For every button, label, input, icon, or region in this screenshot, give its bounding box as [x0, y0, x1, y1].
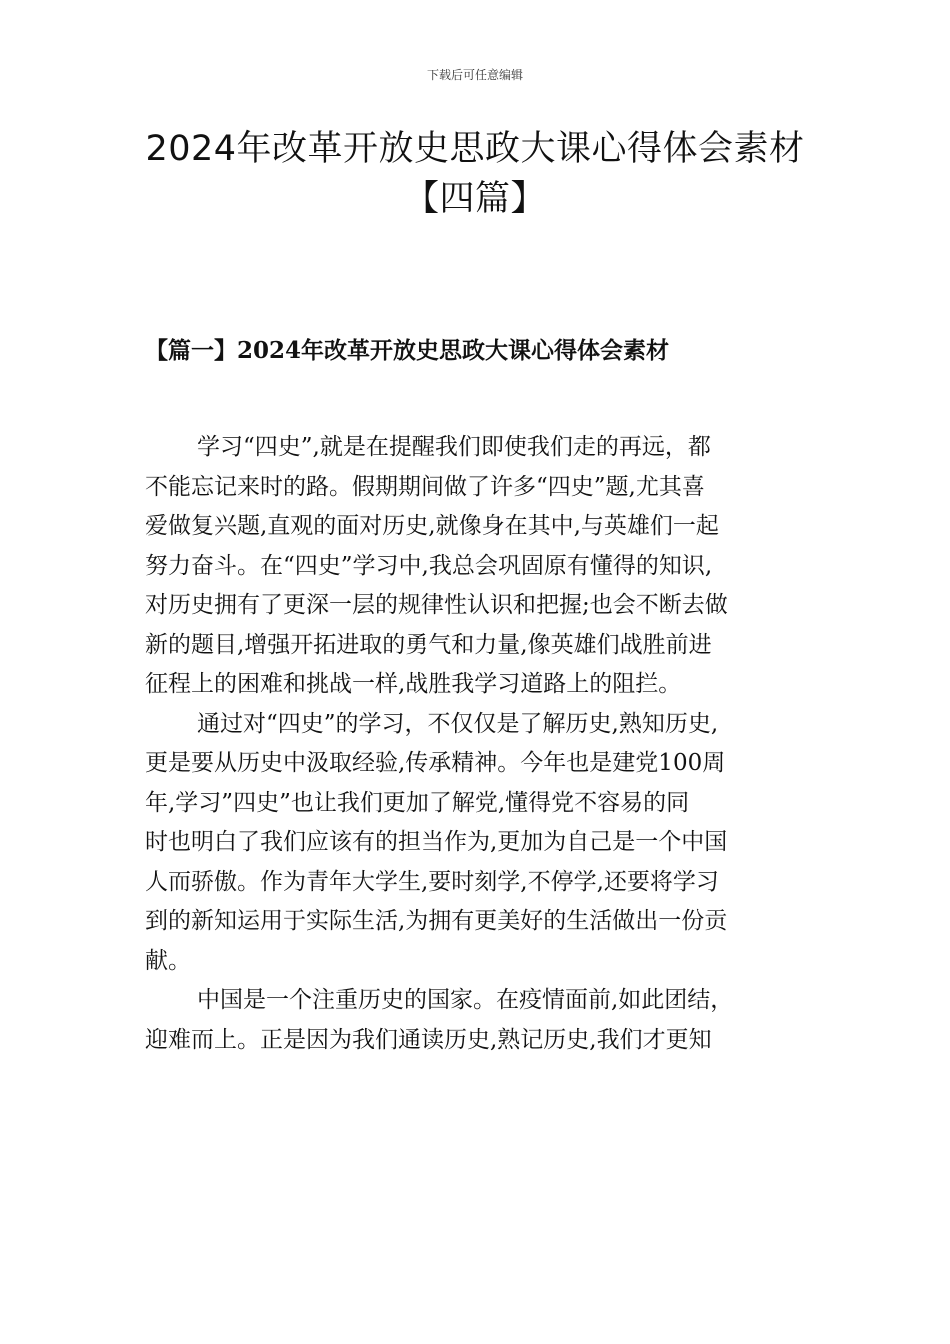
section-heading: 【篇一】2024年改革开放史思政大课心得体会素材 [145, 337, 670, 364]
paragraph-line: 对历史拥有了更深一层的规律性认识和把握;也会不断去做 [145, 592, 728, 618]
paragraph [145, 428, 815, 705]
paragraph-line: 到的新知运用于实际生活,为拥有更美好的生活做出一份贡 [145, 908, 728, 934]
paragraph-line: 献。 [145, 947, 191, 974]
paragraph-line: 迎难而上。正是因为我们通读历史,熟记历史,我们才更知 [145, 1026, 712, 1053]
body-text [145, 428, 815, 1060]
paragraph-line: 不能忘记来时的路。假期期间做了许多“四史”题,尤其喜 [145, 473, 705, 500]
paragraph-line: 中国是一个注重历史的国家。在疫情面前,如此团结， [197, 987, 734, 1013]
document-title [60, 124, 890, 224]
paragraph-line: 更是要从历史中汲取经验,传承精神。今年也是建党100周 [145, 750, 726, 776]
paragraph-line: 通过对“四史”的学习，不仅仅是了解历史,熟知历史, [197, 710, 719, 737]
paragraph-line: 年,学习”四史”也让我们更加了解党,懂得党不容易的同 [145, 789, 690, 816]
paragraph-line: 爱做复兴题,直观的面对历史,就像身在其中,与英雄们一起 [145, 513, 719, 539]
header-note: 下载后可任意编辑 [426, 68, 523, 82]
paragraph-line: 人而骄傲。作为青年大学生,要时刻学,不停学,还要将学习 [145, 868, 719, 895]
paragraph-line: 时也明白了我们应该有的担当作为,更加为自己是一个中国 [145, 829, 728, 855]
paragraph-line: 学习“四史”,就是在提醒我们即使我们走的再远，都 [197, 434, 711, 460]
paragraph-line: 新的题目,增强开拓进取的勇气和力量,像英雄们战胜前进 [145, 631, 712, 658]
paragraph [145, 705, 815, 982]
document-title-line-1: 2024年改革开放史思政大课心得体会素材 [145, 129, 805, 169]
paragraph-line: 征程上的困难和挑战一样,战胜我学习道路上的阻拦。 [145, 671, 682, 697]
document-title-line-2: 【四篇】 [403, 179, 546, 219]
paragraph-line: 努力奋斗。在“四史”学习中,我总会巩固原有懂得的知识, [145, 552, 713, 579]
paragraph [145, 981, 815, 1060]
